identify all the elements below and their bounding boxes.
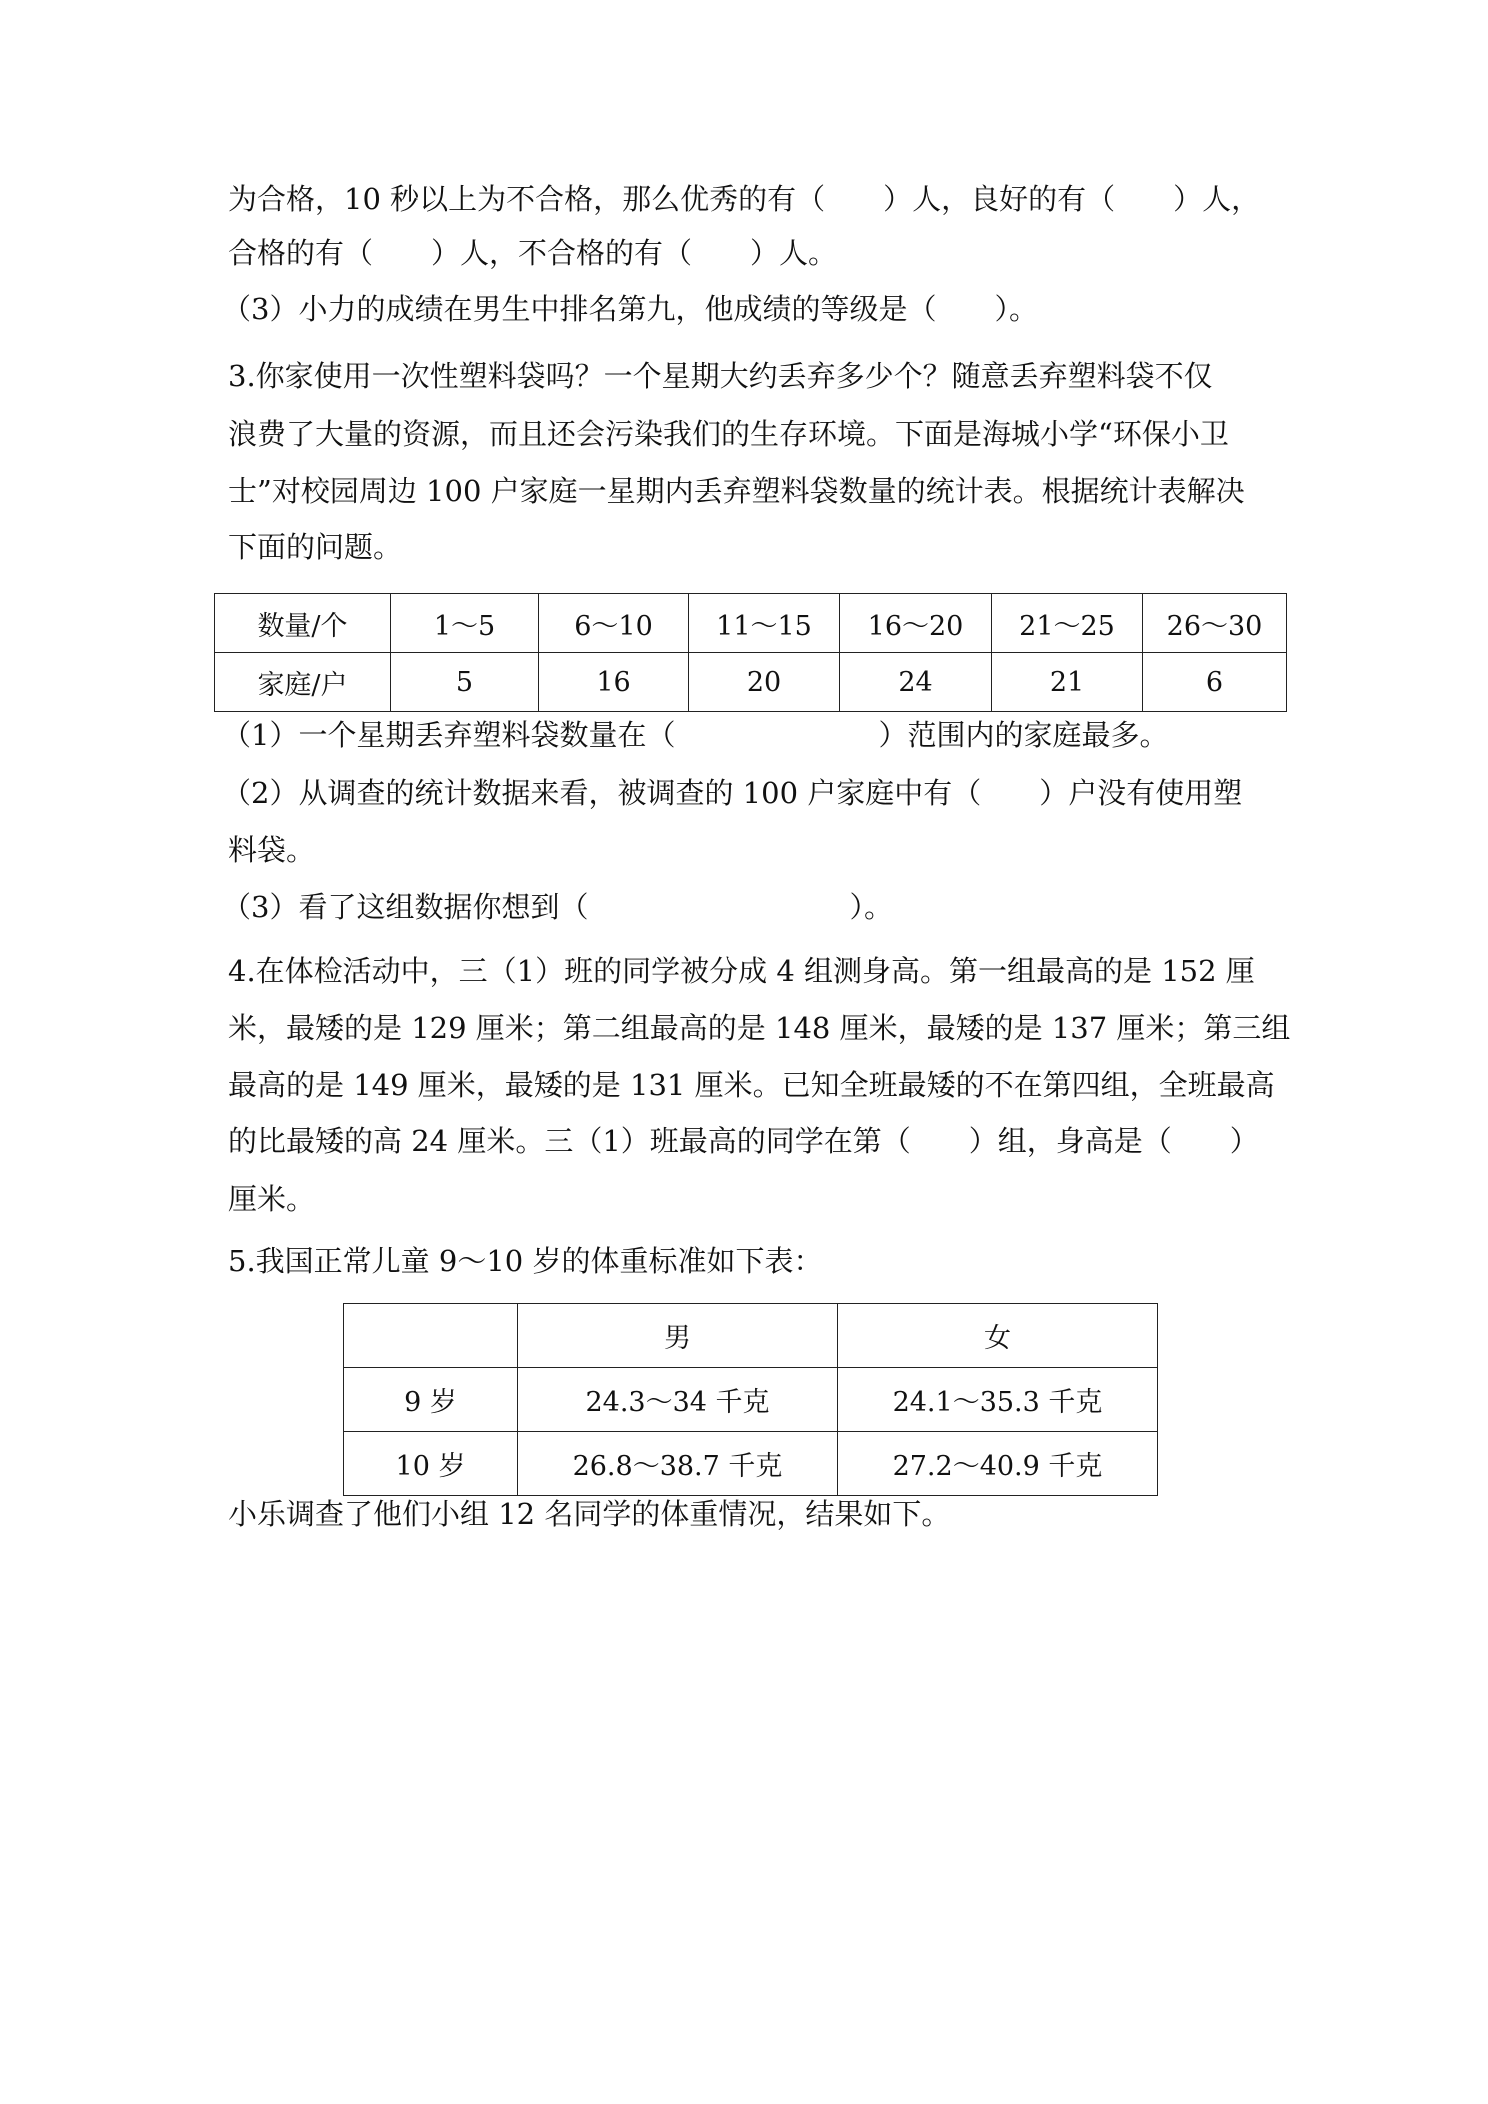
weight-standard-table bbox=[343, 1303, 1158, 1496]
table-cell: 9 岁 bbox=[344, 1368, 518, 1432]
text-line: 为合格，10 秒以上为不合格，那么优秀的有（ ）人，良好的有（ ）人， bbox=[228, 182, 1261, 216]
table-cell: 24.3～34 千克 bbox=[518, 1368, 838, 1432]
table-cell: 10 岁 bbox=[344, 1432, 518, 1496]
table-cell: 5 bbox=[391, 653, 539, 712]
table-cell: 21 bbox=[992, 653, 1143, 712]
question-5-line: 5.我国正常儿童 9～10 岁的体重标准如下表： bbox=[228, 1244, 823, 1278]
table-cell: 6 bbox=[1143, 653, 1287, 712]
table-cell: 21～25 bbox=[992, 594, 1143, 653]
table-row bbox=[344, 1304, 1158, 1368]
text-line: （1）一个星期丢弃塑料袋数量在（ ）范围内的家庭最多。 bbox=[222, 718, 1169, 752]
table-cell: 24.1～35.3 千克 bbox=[838, 1368, 1158, 1432]
plastic-bag-table bbox=[214, 593, 1287, 712]
text-line: 料袋。 bbox=[228, 833, 316, 867]
table-cell: 1～5 bbox=[391, 594, 539, 653]
table-row bbox=[344, 1432, 1158, 1496]
text-line: 士”对校园周边 100 户家庭一星期内丢弃塑料袋数量的统计表。根据统计表解决 bbox=[228, 474, 1245, 508]
text-line: 米，最矮的是 129 厘米；第二组最高的是 148 厘米，最矮的是 137 厘米；第三组 bbox=[228, 1011, 1291, 1045]
table-cell: 20 bbox=[689, 653, 840, 712]
text-line: （2）从调查的统计数据来看，被调查的 100 户家庭中有（ ）户没有使用塑 bbox=[222, 776, 1243, 810]
text-line: 合格的有（ ）人，不合格的有（ ）人。 bbox=[228, 236, 838, 270]
table-cell: 数量/个 bbox=[215, 594, 391, 653]
text-line: 最高的是 149 厘米，最矮的是 131 厘米。已知全班最矮的不在第四组，全班最高 bbox=[228, 1068, 1275, 1102]
table-cell: 26～30 bbox=[1143, 594, 1287, 653]
question-3-line: 3.你家使用一次性塑料袋吗？一个星期大约丢弃多少个？随意丢弃塑料袋不仅 bbox=[228, 359, 1213, 393]
text-line: 小乐调查了他们小组 12 名同学的体重情况，结果如下。 bbox=[228, 1497, 951, 1531]
table-cell: 男 bbox=[518, 1304, 838, 1368]
table-cell: 家庭/户 bbox=[215, 653, 391, 712]
question-4-line: 4.在体检活动中，三（1）班的同学被分成 4 组测身高。第一组最高的是 152 厘 bbox=[228, 954, 1255, 988]
table-cell: 26.8～38.7 千克 bbox=[518, 1432, 838, 1496]
table-row bbox=[215, 594, 1287, 653]
table-cell: 16 bbox=[539, 653, 689, 712]
table-cell: 6～10 bbox=[539, 594, 689, 653]
table-cell: 27.2～40.9 千克 bbox=[838, 1432, 1158, 1496]
table-cell: 女 bbox=[838, 1304, 1158, 1368]
table-cell: 24 bbox=[840, 653, 992, 712]
text-line: 的比最矮的高 24 厘米。三（1）班最高的同学在第（ ）组，身高是（ ） bbox=[228, 1124, 1259, 1158]
text-line: 厘米。 bbox=[228, 1182, 316, 1216]
text-line: 下面的问题。 bbox=[228, 530, 403, 564]
table-cell: 16～20 bbox=[840, 594, 992, 653]
table-row bbox=[344, 1368, 1158, 1432]
text-line: （3）小力的成绩在男生中排名第九，他成绩的等级是（ ）。 bbox=[222, 292, 1038, 326]
table-cell bbox=[344, 1304, 518, 1368]
table-cell: 11～15 bbox=[689, 594, 840, 653]
text-line: 浪费了大量的资源，而且还会污染我们的生存环境。下面是海城小学“环保小卫 bbox=[228, 417, 1229, 451]
table-row bbox=[215, 653, 1287, 712]
text-line: （3）看了这组数据你想到（ ）。 bbox=[222, 890, 893, 924]
